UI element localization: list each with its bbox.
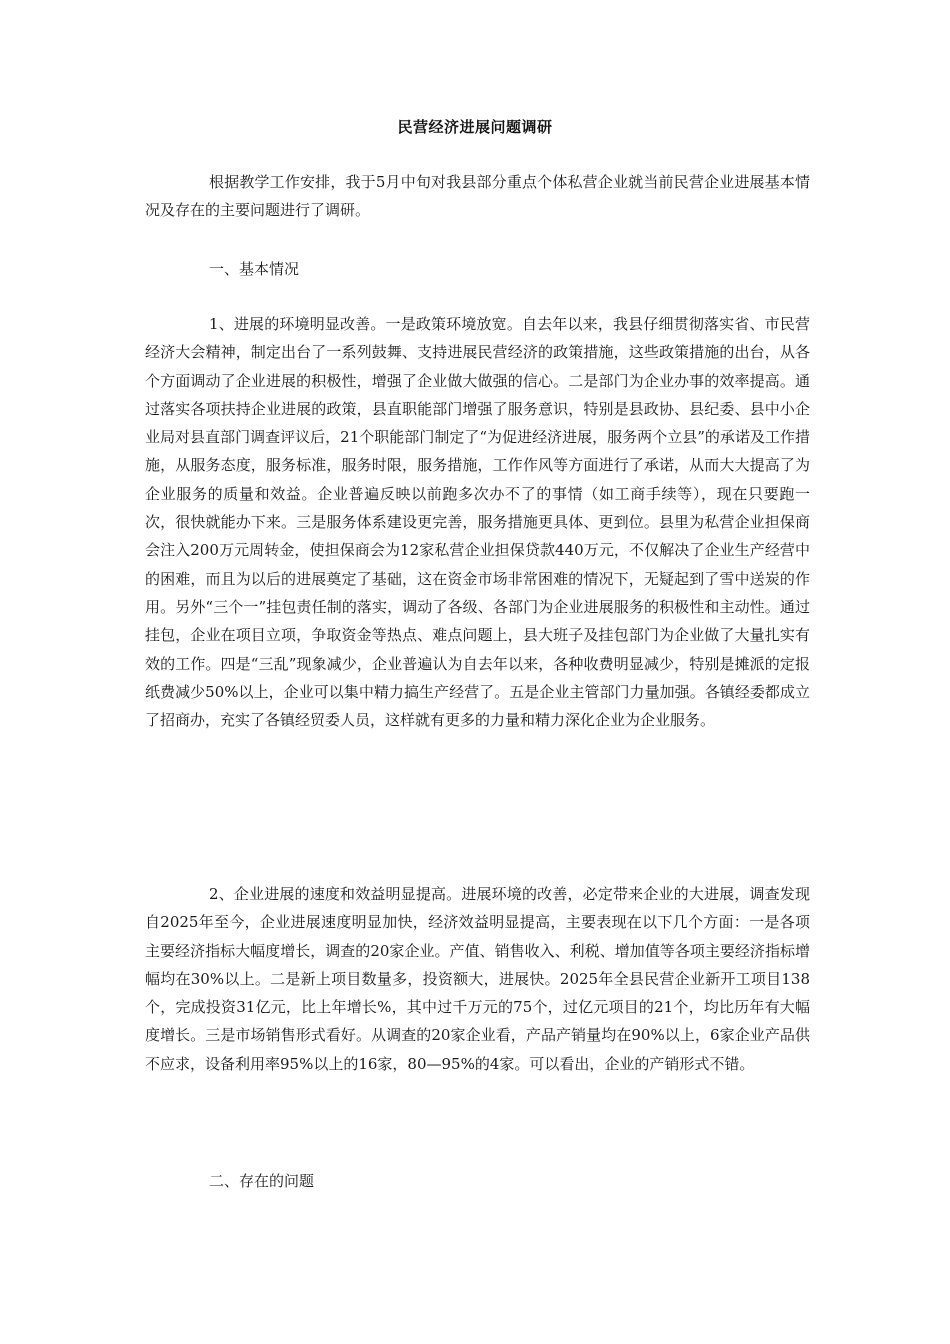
section-heading-basic-situation: 一、基本情况 <box>209 260 300 278</box>
intro-paragraph: 根据教学工作安排，我于5月中旬对我县部分重点个体私营企业就当前民营企业进展基本情况及存在的主要问题进行了调研。 <box>145 173 810 220</box>
document-title: 民营经济进展问题调研 <box>397 118 553 136</box>
section-heading-existing-problems: 二、存在的问题 <box>209 1172 315 1190</box>
paragraph-environment-improvement: 1、进展的环境明显改善。一是政策环境放宽。自去年以来，我县仔细贯彻落实省、市民营经济大会精神，制定出台了一系列鼓舞、支持进展民营经济的政策措施，这些政策措施的出台，从各个方面调动了企业进展的积极性，增强了企业做大做强的信心。二是部门为企业办事的效率提高。通过落实各项扶持企业进展的政策，县直职能部门增强了服务意识，特别是县政协、县纪委、县中小企业局对县直部门调查评议后，21个职能部门制定了“为促进经济进展，服务两个立县”的承诺及工作措施，从服务态度，服务标准，服务时限，服务措施，工作作风等方面进行了承诺，从而大大提高了为企业服务的质量和效益。企业普遍反映以前跑多次办不了的事情（如工商手续等），现在只要跑一次，很快就能办下来。三是服务体系建设更完善，服务措施更具体、更到位。县里为私营企业担保商会注入200万元周转金，使担保商会为12家私营企业担保贷款440万元，不仅解决了企业生产经营中的困难，而且为以后的进展奠定了基础，这在资金市场非常困难的情况下，无疑起到了雪中送炭的作用。另外“三个一”挂包责任制的落实，调动了各级、各部门为企业进展服务的积极性和主动性。通过挂包，企业在项目立项，争取资金等热点、难点问题上，县大班子及挂包部门为企业做了大量扎实有效的工作。四是“三乱”现象减少，企业普遍认为自去年以来，各种收费明显减少，特别是摊派的定报纸费减少50%以上，企业可以集中精力搞生产经营了。五是企业主管部门力量加强。各镇经委都成立了招商办，充实了各镇经贸委人员，这样就有更多的力量和精力深化企业为企业服务。 <box>145 315 810 730</box>
paragraph-speed-and-efficiency: 2、企业进展的速度和效益明显提高。进展环境的改善，必定带来企业的大进展，调查发现自2025年至今，企业进展速度明显加快，经济效益明显提高，主要表现在以下几个方面：一是各项主要经济指标大幅度增长，调查的20家企业。产值、销售收入、利税、增加值等各项主要经济指标增幅均在30%以上。二是新上项目数量多，投资额大，进展快。2025年全县民营企业新开工项目138个，完成投资31亿元，比上年增长%，其中过千万元的75个，过亿元项目的21个，均比历年有大幅度增长。三是市场销售形式看好。从调查的20家企业看，产品产销量均在90%以上，6家企业产品供不应求，设备利用率95%以上的16家，80—95%的4家。可以看出，企业的产销形式不错。 <box>145 885 810 1073</box>
